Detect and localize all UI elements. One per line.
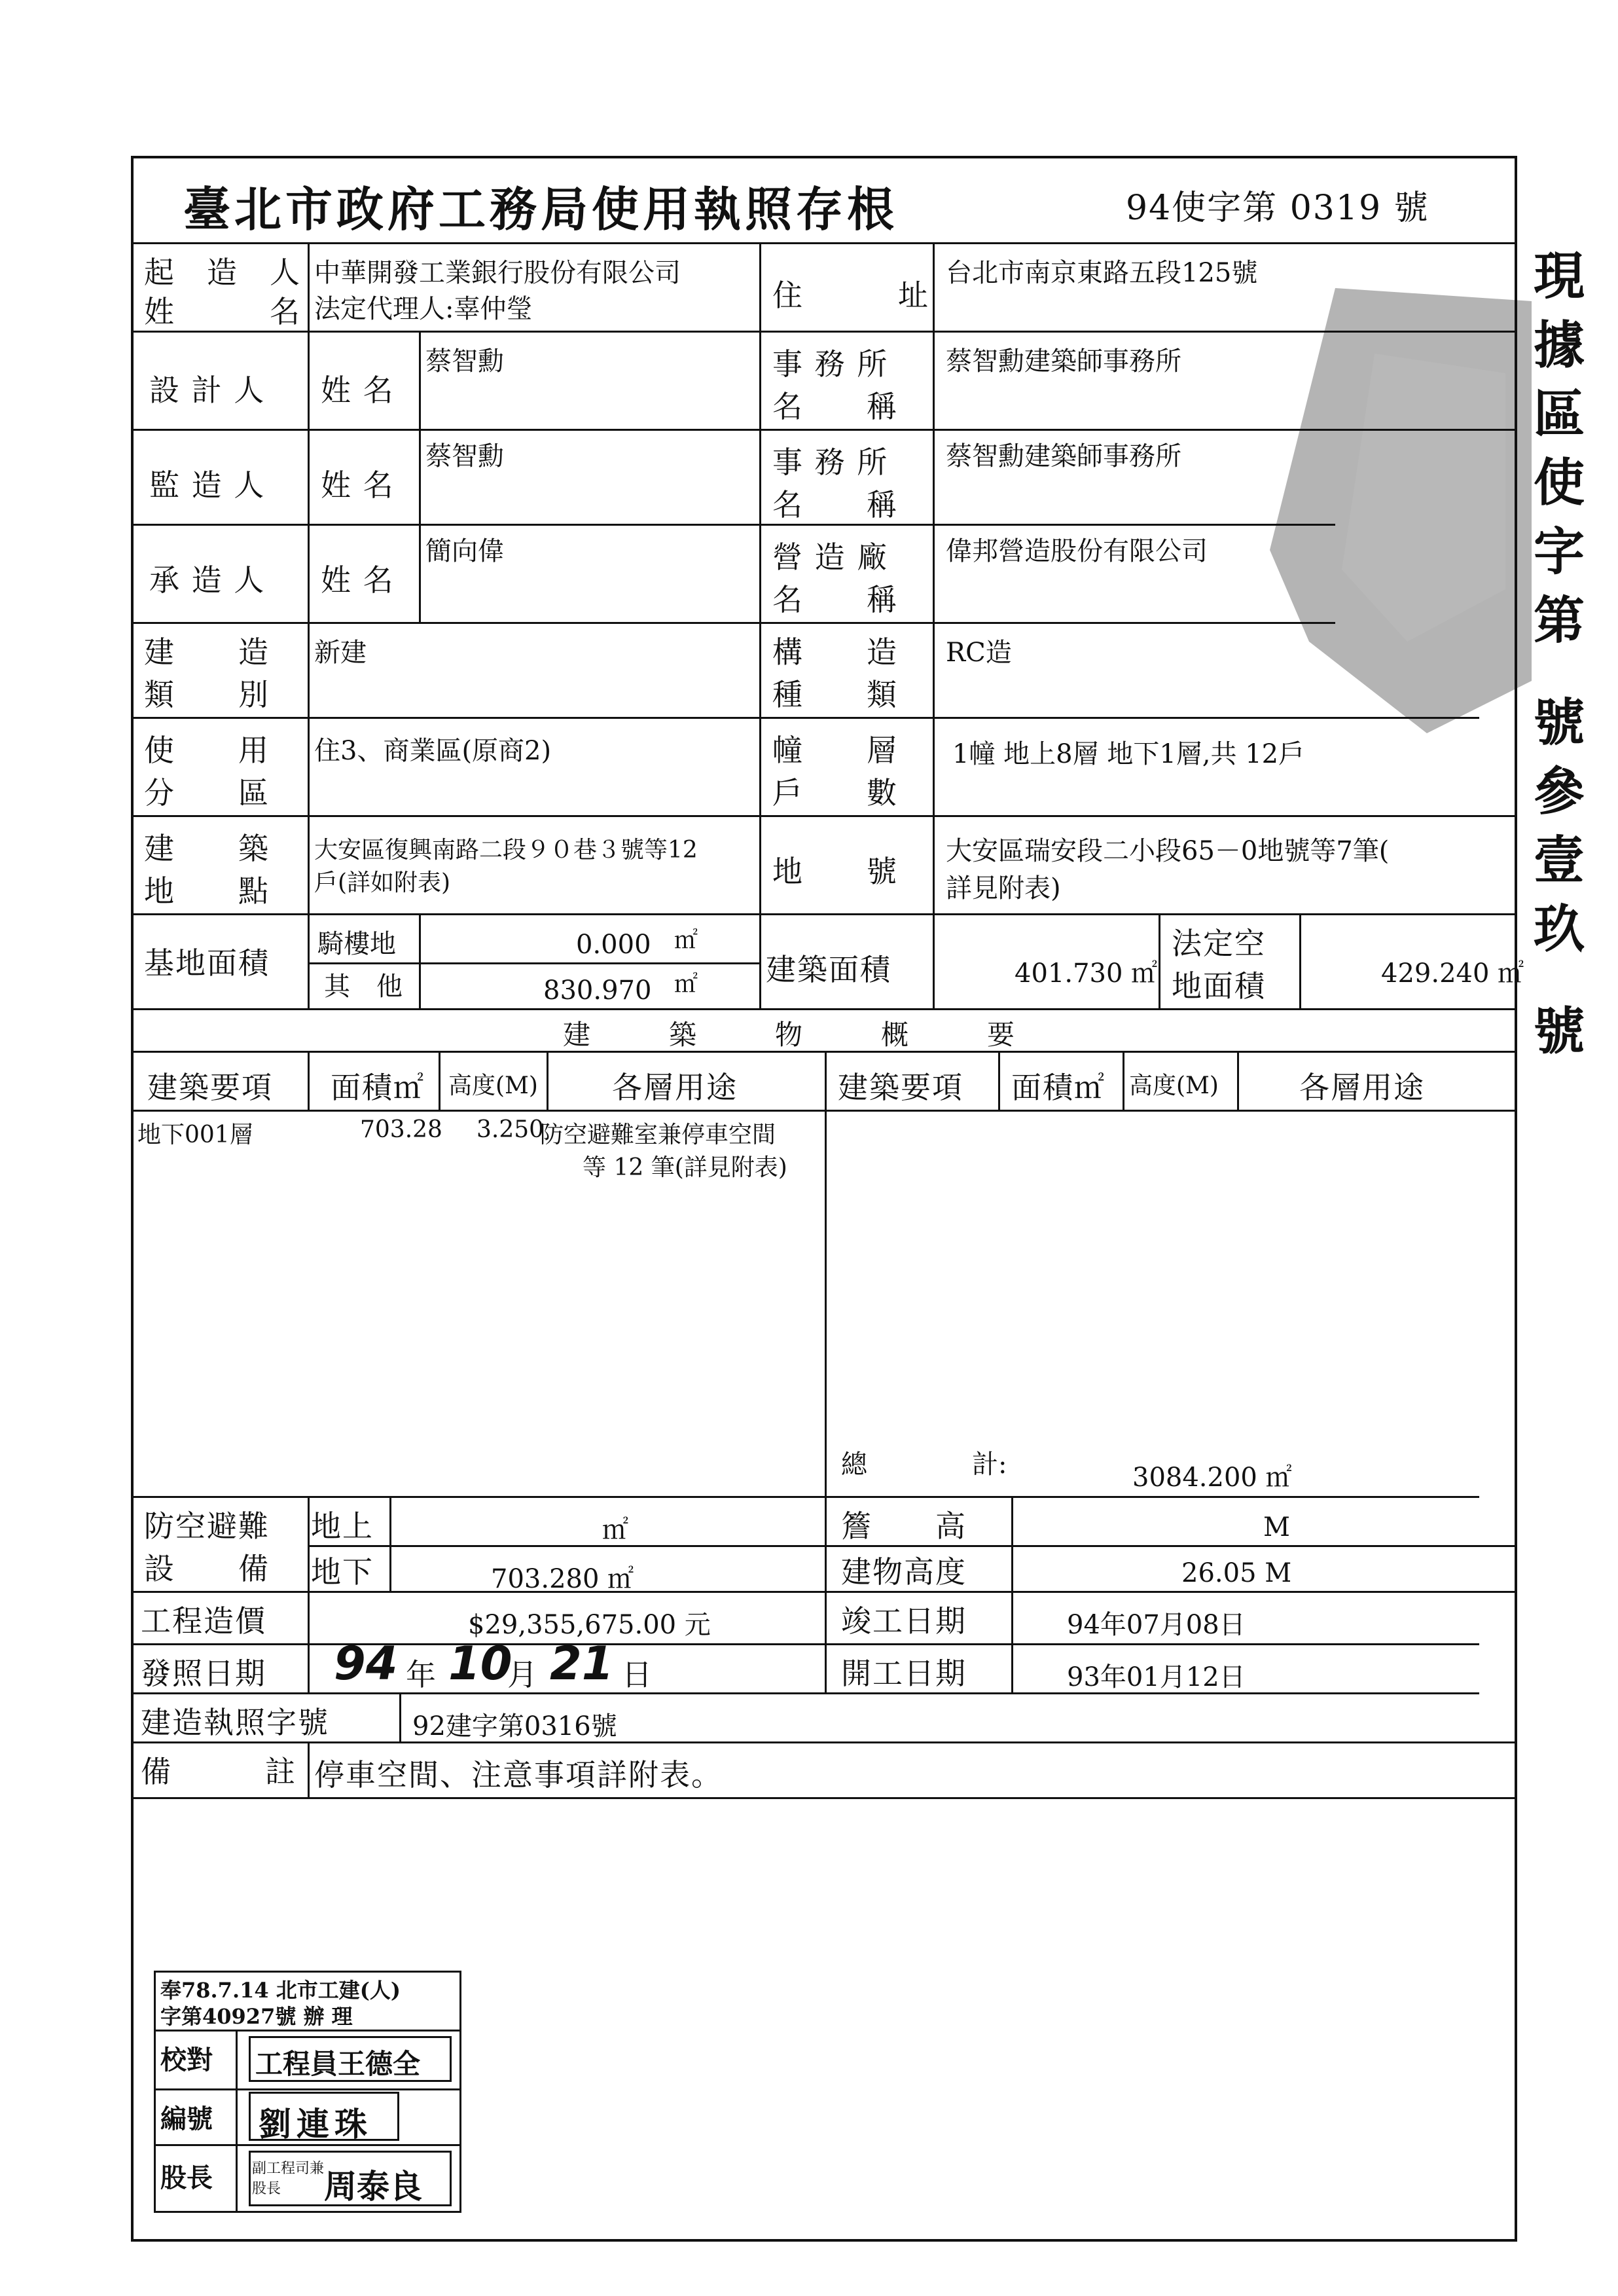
side-stamp-text: 現 據 區 使 字 第 號 參 壹 玖 號 [1525,249,1585,1055]
structure-label-2: 種 類 [772,677,898,712]
floor-area: 703.28 [360,1116,442,1143]
location-line-1: 大安區復興南路二段９０巷３號等12 [314,837,698,864]
summary-header-item-2: 建築要項 [838,1070,963,1105]
summary-title: 建 築 物 概 要 [563,1019,1023,1051]
remark-label-2: 註 [265,1754,297,1789]
floor-use-2: 等 12 筆(詳見附表) [583,1154,787,1181]
designer-office: 蔡智勳建築師事務所 [946,346,1181,376]
stamp-divider [154,2088,461,2090]
zoning-label-1: 使 用 [144,733,270,768]
stamp-divider [154,2144,461,2146]
owner-name: 中華開發工業銀行股份有限公司 [314,258,681,288]
permit-label: 建造執照字號 [141,1705,329,1740]
open-space-label-1: 法定空 [1172,926,1266,961]
location-line-2: 戶(詳如附表) [314,869,451,896]
supervisor-name: 蔡智勳 [425,441,504,471]
col-divider [399,1692,401,1741]
col-divider [419,331,421,622]
other-area-label: 其 他 [324,972,403,1002]
permit-number: 92建字第0316號 [412,1711,617,1741]
serial-seal-text: 劉連珠 [259,2105,372,2143]
designer-office-label-2: 名 稱 [772,389,898,424]
issue-day-handwritten: 21 [550,1637,614,1690]
cost-value: $29,355,675.00 元 [468,1610,711,1640]
col-divider [308,1741,310,1797]
zoning-value: 住3、商業區(原商2) [314,736,552,766]
lot-number-line-1: 大安區瑞安段二小段65－0地號等7筆( [946,836,1390,866]
col-divider [547,1051,548,1110]
supervisor-office: 蔡智勳建築師事務所 [946,441,1181,471]
col-divider [759,242,761,1008]
supervisor-name-label: 姓 名 [321,467,395,503]
col-divider [933,242,935,1008]
construction-type-label-1: 建 造 [144,634,270,670]
issue-day-unit: 日 [622,1657,653,1692]
col-divider [389,1496,391,1591]
issue-year-handwritten: 94 [334,1637,398,1690]
construction-type-label-2: 類 別 [144,677,270,712]
completion-date-label: 竣工日期 [841,1603,967,1639]
proofread-label: 校對 [160,2045,213,2075]
buildings-label-2: 戶 數 [772,775,898,811]
construction-type: 新建 [314,638,367,668]
row-divider [131,1008,1517,1010]
shelter-above-label: 地上 [311,1508,374,1544]
site-area-label: 基地面積 [144,945,270,981]
lot-number-label: 地 號 [772,854,898,889]
col-divider [308,1051,310,1110]
buildings-floors: 1幢 地上8層 地下1層,共 12戶 [952,739,1305,769]
designer-role: 設 計 人 [149,373,266,408]
row-divider [131,815,1517,817]
col-divider [998,1051,1000,1110]
proofread-seal-text: 工程員王德全 [255,2048,421,2080]
col-divider [1237,1051,1239,1110]
row-divider [131,913,1517,915]
issue-month-unit: 月 [507,1657,539,1692]
row-divider [131,331,1517,333]
remark-value: 停車空間、注意事項詳附表。 [314,1757,723,1793]
stamp-divider [154,2030,461,2032]
col-divider [825,1051,827,1496]
contractor-name-label: 姓 名 [321,562,395,598]
arcade-area-unit: ㎡ [674,927,698,954]
building-area: 401.730 ㎡ [1015,958,1158,989]
row-divider [131,242,1517,244]
structure-label-1: 構 造 [772,634,898,670]
owner-address-label: 住 址 [772,278,929,313]
location-label-1: 建 築 [144,831,270,866]
completion-date: 94年07月08日 [1067,1610,1246,1640]
summary-header-area-2: 面積㎡ [1011,1070,1106,1105]
chief-label: 股長 [160,2162,213,2193]
designer-office-label-1: 事 務 所 [772,346,889,382]
col-divider [439,1051,440,1110]
row-divider [131,1692,1479,1694]
owner-label-1: 起 造 人 [144,255,301,290]
row-divider [131,429,1517,431]
designer-name-label: 姓 名 [321,373,395,408]
contractor-firm-label-1: 營 造 廠 [772,539,889,575]
summary-header-item: 建築要項 [147,1070,273,1105]
arcade-label: 騎樓地 [317,929,396,959]
supervisor-role: 監 造 人 [149,467,266,503]
row-divider [131,1051,1517,1053]
building-height-value: 26.05 M [1181,1558,1292,1588]
approval-reference-2: 字第40927號 辦 理 [160,2004,353,2029]
supervisor-office-label-1: 事 務 所 [772,445,889,480]
row-divider [131,717,1479,719]
location-label-2: 地 點 [144,873,270,909]
summary-header-area: 面積㎡ [331,1070,425,1105]
row-divider [131,524,1335,526]
issue-month-handwritten: 10 [448,1637,512,1690]
start-date: 93年01月12日 [1067,1662,1246,1692]
issue-date-label: 發照日期 [141,1656,266,1691]
contractor-firm: 偉邦營造股份有限公司 [946,536,1208,566]
license-number: 94使字第 0319 號 [1126,189,1429,228]
col-divider [1299,913,1301,1008]
zoning-label-2: 分 區 [144,775,270,811]
chief-seal-text: 周泰良 [324,2167,422,2206]
contractor-firm-label-2: 名 稱 [772,582,898,617]
row-divider [131,1797,1517,1799]
supervisor-office-label-2: 名 稱 [772,487,898,522]
other-area-unit: ㎡ [674,971,698,998]
open-space-area: 429.240 ㎡ [1381,958,1524,989]
summary-header-use-2: 各層用途 [1299,1070,1425,1105]
owner-label-2: 姓 名 [144,294,301,329]
eaves-height-label: 簷 高 [841,1508,967,1544]
lot-number-line-2: 詳見附表) [946,873,1061,903]
owner-representative: 法定代理人:辜仲瑩 [314,294,533,324]
stamp-divider [236,2030,238,2213]
row-divider [131,1741,1517,1743]
eaves-height-value: M [1263,1512,1290,1542]
floor-name: 地下001層 [137,1121,253,1148]
start-date-label: 開工日期 [841,1656,967,1691]
summary-header-height: 高度(M) [448,1072,538,1099]
other-area: 830.970 [543,975,652,1006]
floor-height: 3.250 [476,1116,545,1143]
col-divider [1159,913,1160,1008]
shelter-label-2: 設 備 [144,1551,270,1586]
col-divider [825,1496,827,1692]
open-space-label-2: 地面積 [1172,968,1266,1004]
col-divider [308,1496,310,1643]
row-divider [131,1643,1479,1645]
row-divider [131,1110,1517,1112]
serial-label: 編號 [160,2104,213,2134]
col-divider [1011,1496,1013,1692]
contractor-role: 承 造 人 [149,562,266,598]
col-divider [308,1643,310,1692]
row-divider [131,1591,1517,1593]
buildings-label-1: 幢 層 [772,733,898,768]
structure-type: RC造 [946,638,1012,668]
shelter-label-1: 防空避難 [144,1508,270,1544]
row-divider [308,962,759,964]
total-label: 總 計: [841,1449,1007,1480]
col-divider [308,242,310,1008]
arcade-area: 0.000 [576,930,651,960]
remark-label-1: 備 [141,1754,172,1789]
row-divider [131,622,1335,624]
chief-title: 副工程司兼股長 [252,2160,325,2197]
building-height-label: 建物高度 [841,1554,967,1590]
summary-header-use: 各層用途 [612,1070,738,1105]
summary-header-height-2: 高度(M) [1129,1072,1219,1099]
shelter-below-label: 地下 [311,1554,374,1590]
form-title: 臺北市政府工務局使用執照存根 [183,181,899,237]
shelter-above-value: ㎡ [602,1515,628,1545]
cost-label: 工程造價 [141,1603,266,1639]
building-area-label: 建築面積 [766,952,891,987]
row-divider [308,1545,1517,1547]
approval-reference-1: 奉78.7.14 北市工建(人) [160,1978,401,2003]
designer-name: 蔡智勳 [425,346,504,376]
floor-use-1: 防空避難室兼停車空間 [540,1121,776,1148]
total-area: 3084.200 ㎡ [1132,1463,1292,1493]
col-divider [419,913,421,1008]
col-divider [1123,1051,1124,1110]
row-divider [131,1496,1479,1498]
issue-year-unit: 年 [406,1657,437,1692]
owner-address: 台北市南京東路五段125號 [946,258,1258,288]
contractor-name: 簡向偉 [425,536,504,566]
shelter-below-value: 703.280 ㎡ [491,1564,634,1594]
